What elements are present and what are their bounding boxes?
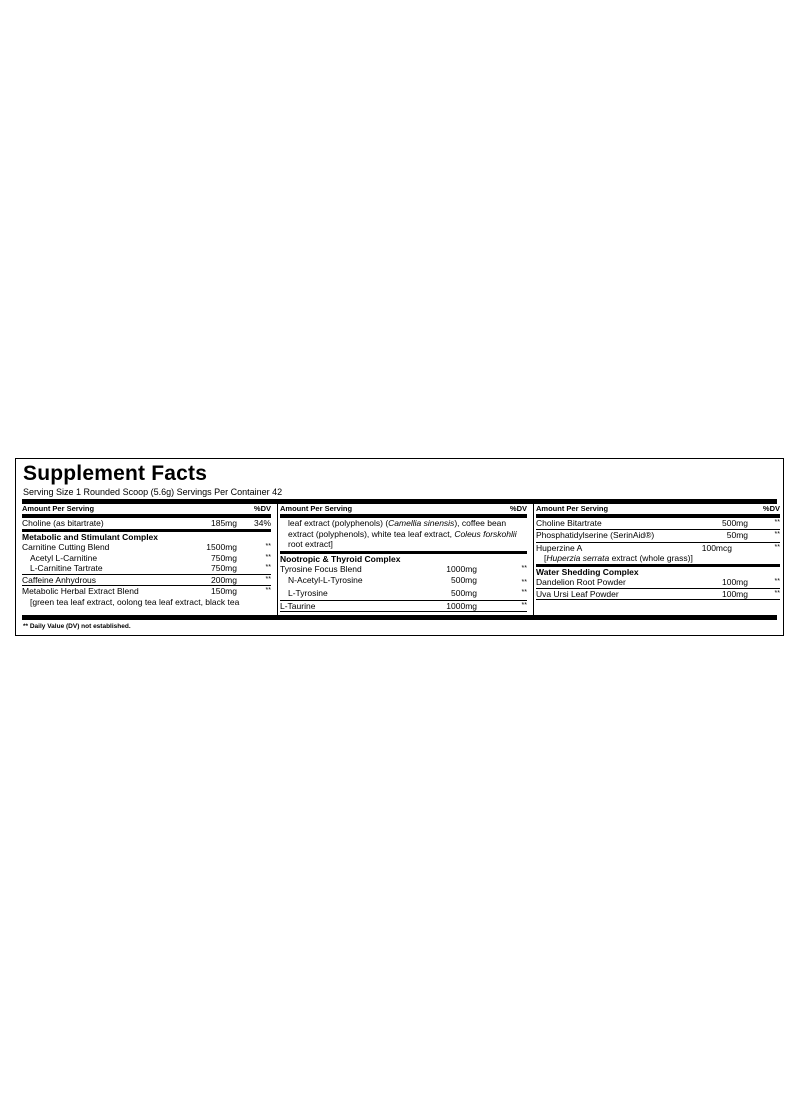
ingredient-name: Acetyl L-Carnitine	[30, 552, 98, 563]
ingredient-dv: **	[774, 519, 780, 526]
ingredient-amount: 1000mg	[446, 600, 477, 611]
ingredient-dv: **	[521, 588, 527, 596]
row-acetyl-carnitine	[22, 553, 271, 564]
column-header	[536, 504, 780, 518]
ingredient-name: Caffeine Anhydrous	[22, 574, 97, 585]
dv-header: %DV	[762, 504, 780, 513]
row-choline	[22, 518, 271, 532]
ingredient-dv: **	[265, 587, 271, 594]
ingredient-name: Metabolic Herbal Extract Blend	[22, 586, 139, 596]
blend-text: leaf extract (polyphenols) (	[288, 518, 389, 528]
dv-header: %DV	[253, 504, 271, 513]
row-l-tyrosine	[280, 588, 527, 601]
blend-text: root extract]	[288, 539, 333, 549]
amount-header: Amount Per Serving	[280, 504, 353, 513]
row-huperzine	[536, 543, 780, 554]
supplement-facts-panel	[15, 458, 784, 636]
amount-header: Amount Per Serving	[22, 504, 95, 513]
ingredient-dv: **	[774, 530, 780, 538]
row-uva-ursi	[536, 589, 780, 601]
huperzine-source	[536, 553, 780, 567]
ingredient-dv: **	[521, 578, 527, 586]
dv-header: %DV	[509, 504, 527, 513]
row-carnitine-blend	[22, 542, 271, 553]
row-phosphatidylserine	[536, 530, 780, 543]
ingredient-amount: 500mg	[722, 518, 748, 528]
ingredient-dv: **	[265, 553, 271, 561]
blend-text: ), coffee bean extract (polyphenols), white tea leaf extract,	[288, 518, 507, 539]
ingredient-name: L-Tyrosine	[288, 587, 328, 598]
serving-info: Serving Size 1 Rounded Scoop (5.6g) Servings Per Container 42	[23, 487, 283, 497]
blend-text-italic: Camellia sinensis	[388, 518, 455, 528]
ingredient-name: Dandelion Root Powder	[536, 577, 626, 587]
ingredient-dv: **	[521, 565, 527, 572]
ingredient-amount: 185mg	[211, 518, 237, 528]
ingredient-amount: 100mcg	[701, 542, 732, 553]
ingredient-name: Tyrosine Focus Blend	[280, 564, 362, 574]
blend-contents: [green tea leaf extract, oolong tea leaf extract, black tea	[30, 596, 240, 607]
ingredient-name: Choline (as bitartrate)	[22, 518, 104, 528]
blend-text-italic: Coleus forskohlii	[454, 528, 517, 539]
ingredient-amount: 1500mg	[206, 542, 237, 552]
row-choline-bitartrate	[536, 518, 780, 530]
ingredient-dv: **	[521, 601, 527, 609]
ingredient-amount: 500mg	[451, 574, 477, 585]
section-heading-nootropic: Nootropic & Thyroid Complex	[280, 553, 401, 564]
source-text: [	[544, 553, 547, 563]
column-header	[22, 504, 271, 518]
ingredient-dv: **	[265, 575, 271, 583]
ingredient-dv: **	[265, 564, 271, 571]
source-text: extract (whole grass)]	[609, 553, 693, 563]
ingredient-amount: 100mg	[722, 577, 748, 587]
ingredient-name: Uva Ursi Leaf Powder	[536, 588, 619, 599]
section-heading-metabolic: Metabolic and Stimulant Complex	[22, 531, 159, 542]
ingredient-amount: 750mg	[211, 563, 237, 573]
ingredient-dv: 34%	[253, 518, 271, 528]
column-header	[280, 504, 527, 518]
ingredient-amount: 150mg	[211, 586, 237, 596]
row-carnitine-tartrate	[22, 563, 271, 575]
row-tyrosine-blend	[280, 564, 527, 575]
footnote: ** Daily Value (DV) not established.	[23, 623, 131, 630]
amount-header: Amount Per Serving	[536, 504, 609, 513]
bottom-rule	[22, 615, 777, 620]
row-caffeine	[22, 575, 271, 587]
column-3	[533, 504, 780, 615]
row-n-acetyl-tyrosine	[280, 575, 527, 588]
panel-title: Supplement Facts	[23, 462, 208, 485]
row-herbal-blend	[22, 586, 271, 597]
column-1	[22, 504, 271, 615]
ingredient-amount: 50mg	[726, 529, 748, 540]
ingredient-dv: **	[774, 589, 780, 597]
ingredient-amount: 500mg	[451, 587, 477, 598]
ingredient-name: Phosphatidylserine (SerinAid®)	[536, 529, 655, 540]
ingredient-amount: 200mg	[211, 574, 237, 585]
source-text-italic: Huperzia serrata	[546, 553, 610, 563]
ingredient-name: L-Taurine	[280, 600, 316, 611]
ingredient-name: Choline Bitartrate	[536, 518, 602, 528]
ingredient-amount: 100mg	[722, 588, 748, 599]
section-heading-water-shedding: Water Shedding Complex	[536, 566, 639, 577]
ingredient-dv: **	[774, 543, 780, 551]
ingredient-amount: 750mg	[211, 552, 237, 563]
row-l-taurine	[280, 601, 527, 613]
blend-contents-continued	[280, 518, 527, 554]
row-dandelion	[536, 577, 780, 589]
ingredient-dv: **	[774, 578, 780, 585]
column-2	[277, 504, 527, 615]
ingredient-amount: 1000mg	[446, 564, 477, 574]
ingredient-name: Huperzine A	[536, 542, 583, 553]
ingredient-dv: **	[265, 543, 271, 550]
ingredient-name: N-Acetyl-L-Tyrosine	[288, 574, 363, 585]
ingredient-name: Carnitine Cutting Blend	[22, 542, 110, 552]
ingredient-name: L-Carnitine Tartrate	[30, 563, 103, 573]
